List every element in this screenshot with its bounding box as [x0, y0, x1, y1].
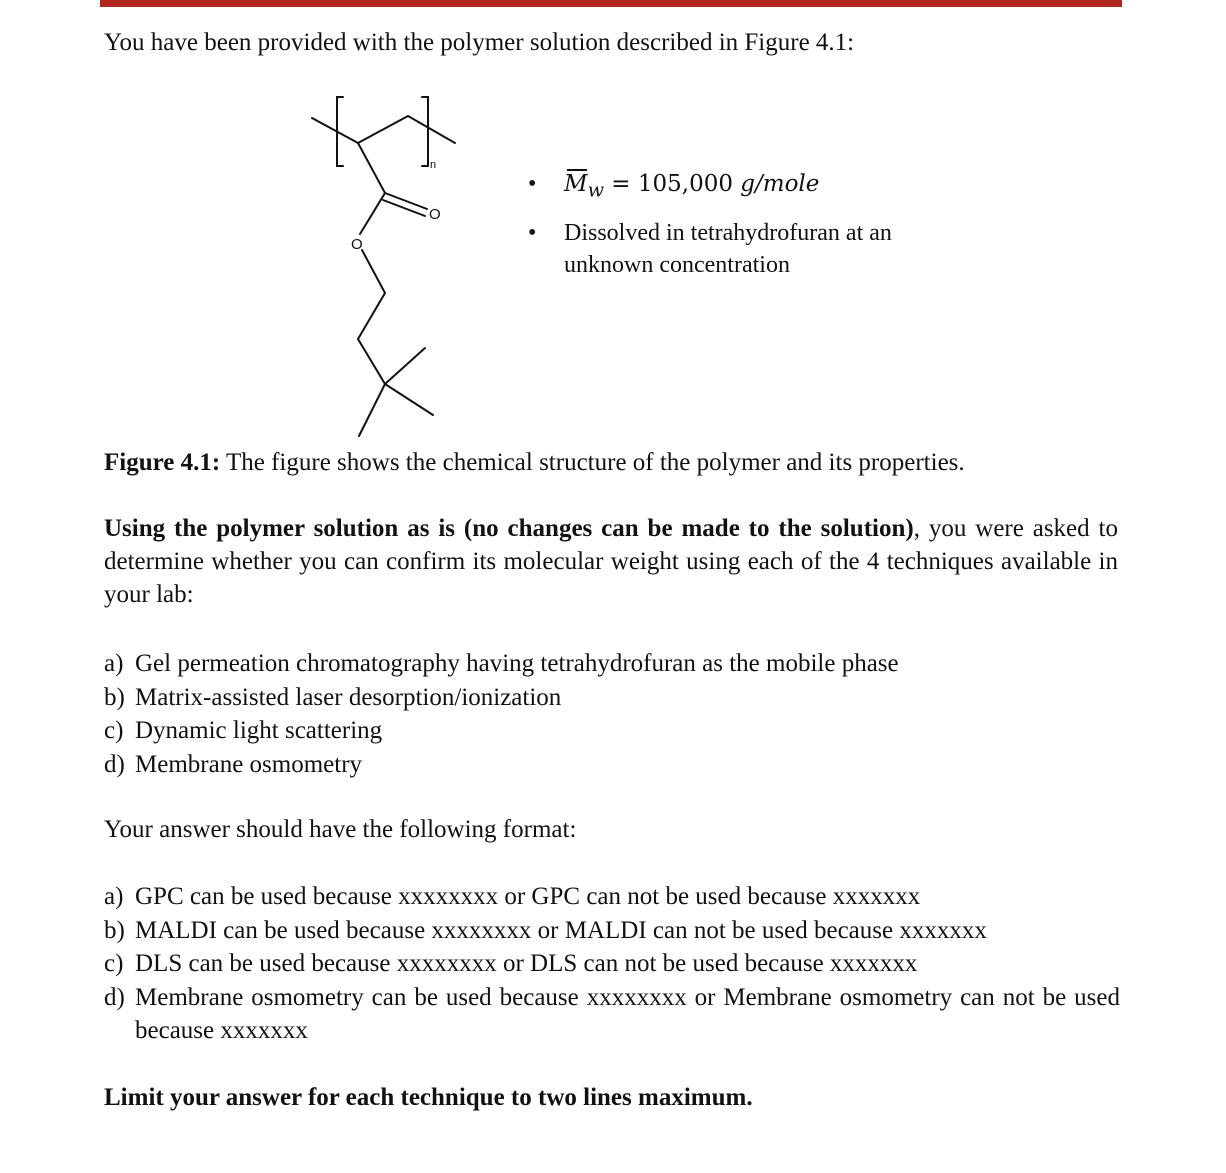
polymer-structure-diagram — [300, 88, 470, 443]
figure-caption-label: Figure 4.1: — [104, 449, 221, 476]
list-item: b) Matrix-assisted laser desorption/ionization — [104, 683, 562, 711]
list-item: d) Membrane osmometry can be used because xxxxxxxx or Membrane osmometry can not be used because xxxxxxx — [104, 983, 1120, 1044]
bullet: • — [528, 171, 537, 197]
mw-units: g/mole — [740, 171, 820, 197]
header-banner — [100, 0, 1122, 7]
list-item: c) DLS can be used because xxxxxxxx or DLS can not be used because xxxxxxx — [104, 950, 918, 977]
format-intro: Your answer should have the following format: — [104, 816, 577, 843]
answer-format-list — [104, 880, 1120, 1048]
carbonyl-oxygen-label: O — [429, 206, 441, 223]
limit-instruction: Limit your answer for each technique to two lines maximum. — [104, 1084, 753, 1111]
polymer-properties — [528, 168, 948, 291]
figure-caption-text: The figure shows the chemical structure of the polymer and its properties. — [220, 449, 965, 476]
bullet: • — [528, 219, 537, 246]
list-item: d) Membrane osmometry — [104, 750, 363, 778]
list-item: b) MALDI can be used because xxxxxxxx or MALDI can not be used because xxxxxxx — [104, 916, 987, 944]
mw-subscript: w — [587, 178, 604, 202]
ester-oxygen-label: O — [351, 236, 363, 253]
list-item: a) GPC can be used because xxxxxxxx or GPC can not be used because xxxxxxx — [104, 883, 921, 910]
property-molecular-weight — [528, 168, 948, 207]
solvent-text: Dissolved in tetrahydrofuran at an unknown concentration — [564, 219, 892, 278]
intro-text: You have been provided with the polymer solution described in Figure 4.1: — [104, 29, 855, 56]
task-bold: Using the polymer solution as is (no changes can be made to the solution) — [104, 515, 914, 542]
mw-value: = 105,000 — [603, 171, 741, 197]
mw-symbol: M — [564, 168, 588, 200]
task-rest: , you were asked to determine whether you can confirm its molecular weight using each of the 4 techniques available in your lab: — [104, 515, 1118, 608]
task-description — [104, 512, 1118, 611]
property-solvent — [528, 217, 948, 281]
repeat-unit-subscript: n — [430, 159, 437, 171]
techniques-list — [104, 647, 1120, 781]
list-item: c) Dynamic light scattering — [104, 717, 383, 744]
figure-caption — [104, 446, 965, 479]
list-item: a) Gel permeation chromatography having tetrahydrofuran as the mobile phase — [104, 650, 899, 677]
